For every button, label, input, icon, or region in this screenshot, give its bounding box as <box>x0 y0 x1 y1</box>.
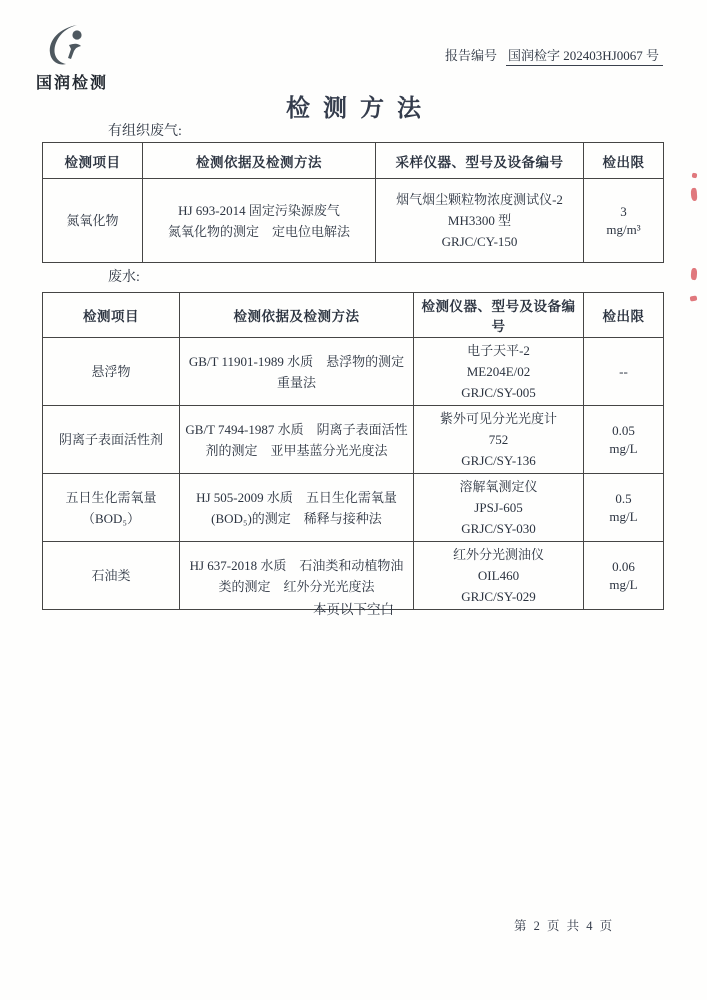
water-col-header-method: 检测依据及检测方法 <box>180 293 414 338</box>
cell-method <box>180 338 414 406</box>
cell-limit <box>584 474 664 542</box>
cell-text: -- <box>619 363 628 379</box>
cell-text: 紫外可见分光光度计 <box>439 411 557 426</box>
table-row <box>43 474 664 542</box>
cell-text: GB/T 7494-1987 水质 阴离子表面活性 <box>185 421 408 437</box>
stamp-bleed-mark <box>692 173 698 179</box>
cell-text: 悬浮物 <box>91 364 131 379</box>
cell-text: 红外分光测油仪 <box>452 547 544 562</box>
cell-item <box>43 338 180 406</box>
cell-text: MH3300 型 <box>447 213 512 228</box>
water-table-header-row <box>43 293 664 338</box>
cell-text: GRJC/SY-029 <box>461 589 536 604</box>
cell-text: GRJC/SY-136 <box>461 453 536 468</box>
cell-text: GRJC/SY-030 <box>461 521 536 536</box>
cell-text: 0.05 <box>612 422 635 438</box>
report-number <box>445 45 663 64</box>
cell-method <box>180 406 414 474</box>
report-number-value: 国润检字 202403HJ0067 号 <box>506 48 663 66</box>
cell-text: 0.06 <box>612 558 635 574</box>
cell-text: mg/L <box>609 440 638 456</box>
cell-text: 类的测定 红外分光光度法 <box>218 578 375 594</box>
cell-item <box>43 474 180 542</box>
cell-item <box>43 179 143 263</box>
water-col-header-limit: 检出限 <box>584 293 664 338</box>
cell-instrument <box>414 338 584 406</box>
cell-text: （BOD₅） <box>82 510 140 526</box>
table-row <box>43 406 664 474</box>
cell-method <box>143 179 376 263</box>
cell-text: 3 <box>620 203 627 219</box>
logo <box>36 24 126 93</box>
cell-text: 五日生化需氧量 <box>65 489 157 505</box>
cell-text: HJ 693-2014 固定污染源废气 <box>178 202 340 218</box>
cell-text: 0.5 <box>615 490 632 506</box>
cell-instrument <box>414 474 584 542</box>
gas-table <box>42 142 664 263</box>
cell-text: mg/m³ <box>606 221 641 237</box>
cell-method <box>180 474 414 542</box>
stamp-bleed-mark <box>690 268 697 280</box>
table-row <box>43 338 664 406</box>
report-number-label: 报告编号 <box>445 48 498 63</box>
cell-text: 石油类 <box>91 568 131 583</box>
logo-mark-icon <box>44 24 96 68</box>
stamp-bleed-mark <box>691 188 698 201</box>
cell-text: GB/T 11901-1989 水质 悬浮物的测定 <box>188 353 405 369</box>
cell-text: HJ 637-2018 水质 石油类和动植物油 <box>189 557 404 573</box>
logo-text: 国润检测 <box>36 75 109 92</box>
cell-limit <box>584 179 664 263</box>
gas-col-header-limit: 检出限 <box>584 143 664 179</box>
cell-text: 752 <box>488 432 509 447</box>
cell-instrument <box>376 179 584 263</box>
gas-col-header-instrument: 采样仪器、型号及设备编号 <box>376 143 584 179</box>
cell-item <box>43 406 180 474</box>
cell-text: HJ 505-2009 水质 五日生化需氧量 <box>196 489 397 505</box>
page-number: 第 2 页 共 4 页 <box>514 919 615 933</box>
page-title: 检测方法 <box>286 96 434 122</box>
cell-text: mg/L <box>609 508 638 524</box>
cell-text: 剂的测定 亚甲基蓝分光光度法 <box>205 442 388 458</box>
gas-table-header-row <box>43 143 664 179</box>
cell-limit <box>584 406 664 474</box>
cell-text: ME204E/02 <box>466 364 531 379</box>
water-table <box>42 292 664 610</box>
gas-col-header-method: 检测依据及检测方法 <box>143 143 376 179</box>
table-row <box>43 179 664 263</box>
water-col-header-instrument: 检测仪器、型号及设备编号 <box>414 293 584 338</box>
cell-text: 重量法 <box>276 374 316 390</box>
cell-text: 氮氧化物 <box>66 213 119 228</box>
cell-instrument <box>414 406 584 474</box>
cell-limit <box>584 338 664 406</box>
water-col-header-item: 检测项目 <box>43 293 180 338</box>
cell-text: JPSJ-605 <box>474 500 523 515</box>
cell-text: 阴离子表面活性剂 <box>58 432 163 447</box>
cell-text: OIL460 <box>477 568 520 583</box>
cell-text: 电子天平-2 <box>467 343 530 358</box>
cell-text: 溶解氧测定仪 <box>459 479 538 494</box>
cell-text: (BOD₅)的测定 稀释与接种法 <box>211 510 382 526</box>
cell-text: GRJC/SY-005 <box>461 385 536 400</box>
blank-below-note: 本页以下空白 <box>313 602 394 617</box>
section-label-gas: 有组织废气: <box>108 124 182 139</box>
stamp-bleed-mark <box>690 295 698 301</box>
cell-text: 氮氧化物的测定 定电位电解法 <box>167 223 350 239</box>
cell-text: GRJC/CY-150 <box>441 234 518 249</box>
gas-col-header-item: 检测项目 <box>43 143 143 179</box>
cell-text: 烟气烟尘颗粒物浓度测试仪-2 <box>396 192 563 207</box>
cell-text: mg/L <box>609 576 638 592</box>
section-label-water: 废水: <box>108 270 140 285</box>
